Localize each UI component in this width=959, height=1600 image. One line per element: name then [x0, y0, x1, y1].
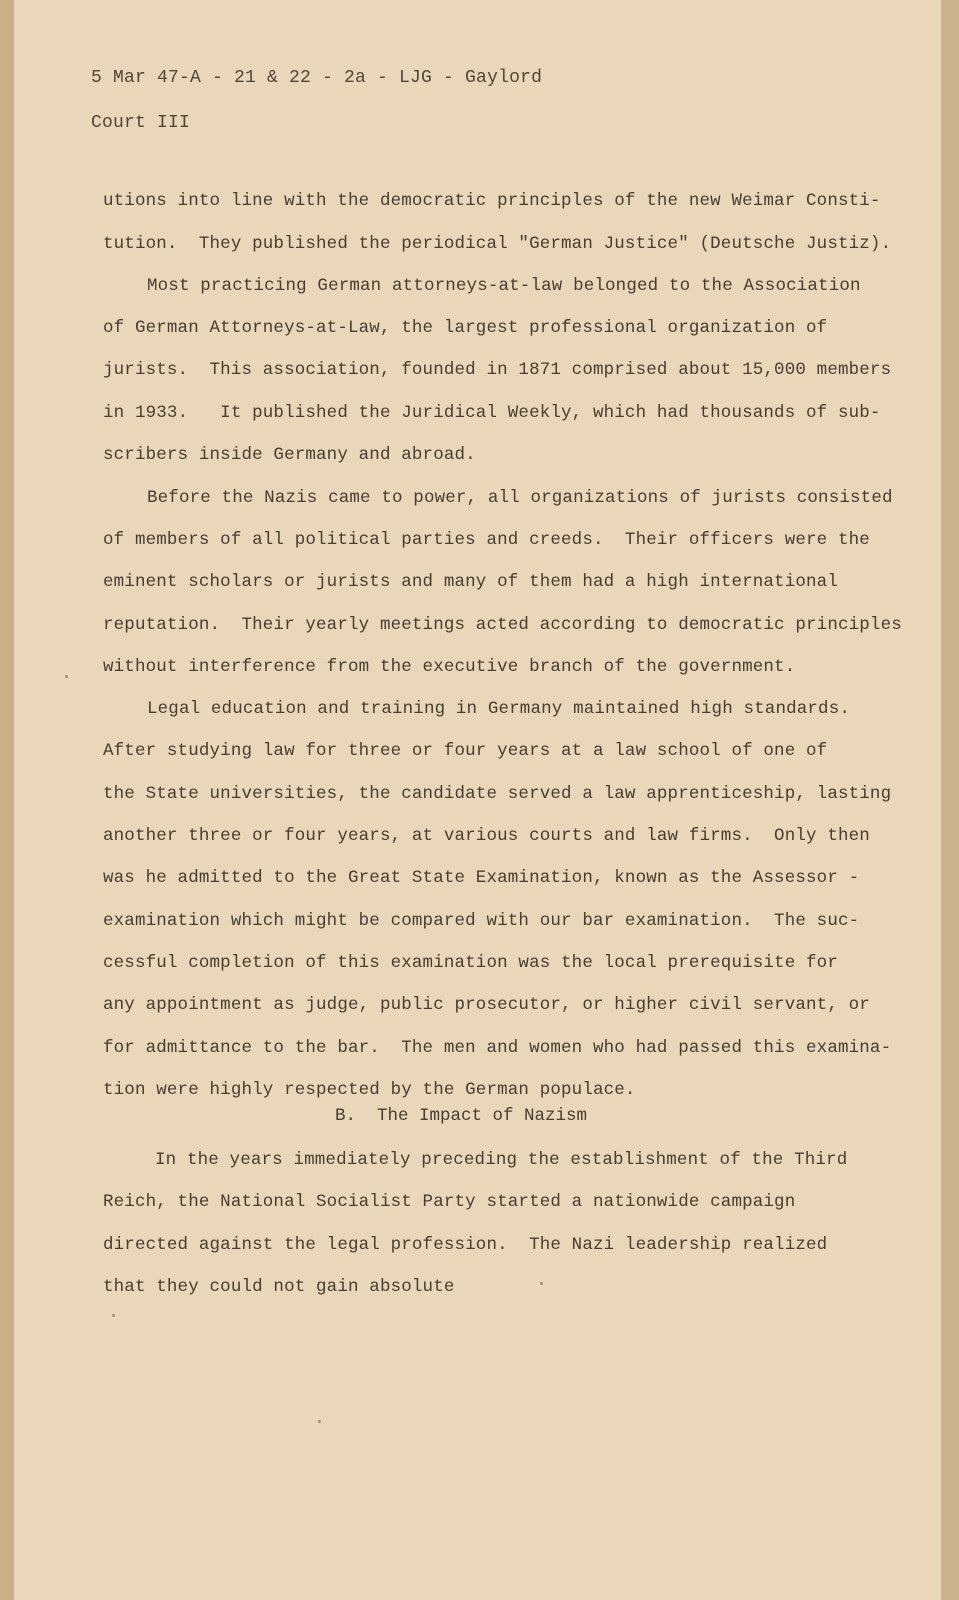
- body-line: Most practicing German attorneys-at-law belonged to the Association: [147, 276, 861, 296]
- body-line: scribers inside Germany and abroad.: [103, 445, 476, 465]
- body-line: examination which might be compared with our bar examination. The suc-: [103, 911, 860, 931]
- body-line: any appointment as judge, public prosecutor, or higher civil servant, or: [103, 995, 870, 1015]
- paper-speck: [65, 675, 68, 678]
- body-line: Before the Nazis came to power, all organizations of jurists consisted: [147, 488, 893, 508]
- document-reference-header: 5 Mar 47-A - 21 & 22 - 2a - LJG - Gaylord: [91, 68, 543, 88]
- body-line: jurists. This association, founded in 1871 comprised about 15,000 members: [103, 360, 892, 380]
- section-heading: B. The Impact of Nazism: [335, 1106, 588, 1126]
- body-line: in 1933. It published the Juridical Weekly, which had thousands of sub-: [103, 403, 881, 423]
- body-line: Reich, the National Socialist Party started a nationwide campaign: [103, 1192, 796, 1212]
- body-line: cessful completion of this examination was the local prerequisite for: [103, 953, 838, 973]
- paper-speck: [540, 1282, 543, 1285]
- body-line: without interference from the executive branch of the government.: [103, 657, 796, 677]
- body-line: of German Attorneys-at-Law, the largest professional organization of: [103, 318, 828, 338]
- body-line: was he admitted to the Great State Examination, known as the Assessor -: [103, 868, 860, 888]
- body-line: directed against the legal profession. The Nazi leadership realized: [103, 1235, 828, 1255]
- body-line: the State universities, the candidate served a law apprenticeship, lasting: [103, 784, 892, 804]
- body-line: utions into line with the democratic principles of the new Weimar Consti-: [103, 191, 881, 211]
- page-right-edge: [941, 0, 959, 1600]
- body-line: eminent scholars or jurists and many of them had a high international: [103, 572, 838, 592]
- paper-speck: [318, 1420, 321, 1423]
- body-line: Legal education and training in Germany maintained high standards.: [147, 699, 851, 719]
- page-left-edge: [0, 0, 14, 1600]
- body-line: that they could not gain absolute: [103, 1277, 455, 1297]
- court-label: Court III: [91, 113, 191, 133]
- body-line: of members of all political parties and creeds. Their officers were the: [103, 530, 870, 550]
- body-line: After studying law for three or four years at a law school of one of: [103, 741, 828, 761]
- body-line: for admittance to the bar. The men and women who had passed this examina-: [103, 1038, 892, 1058]
- body-line: tion were highly respected by the German populace.: [103, 1080, 636, 1100]
- paper-speck: [112, 1314, 115, 1317]
- body-line: In the years immediately preceding the establishment of the Third: [155, 1150, 848, 1170]
- body-line: tution. They published the periodical "German Justice" (Deutsche Justiz).: [103, 234, 892, 254]
- body-line: another three or four years, at various courts and law firms. Only then: [103, 826, 870, 846]
- body-line: reputation. Their yearly meetings acted according to democratic principles: [103, 615, 902, 635]
